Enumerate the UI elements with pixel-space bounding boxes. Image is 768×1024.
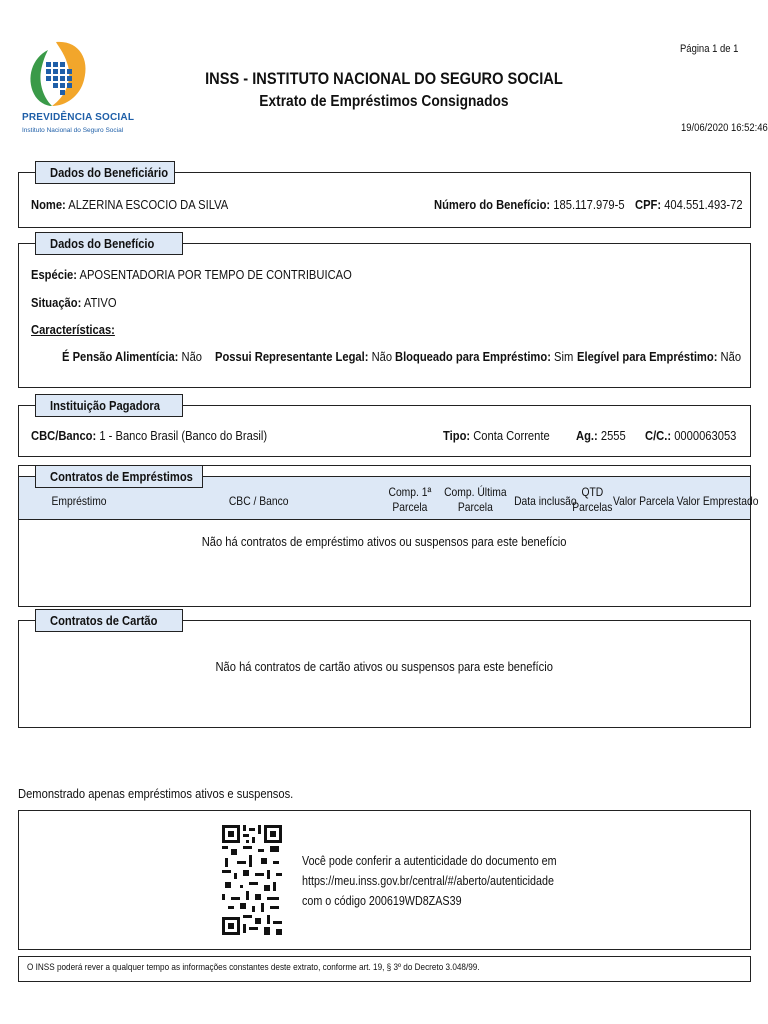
authenticity-text: Você pode conferir a autenticidade do documento em https://meu.inss.gov.br/central/#/aberto/autenticidade com o código 200619WD8ZAS39: [302, 851, 598, 911]
authenticity-code: com o código 200619WD8ZAS39: [302, 894, 462, 908]
cbc-banco: CBC/Banco: 1 - Banco Brasil (Banco do Brasil): [31, 428, 268, 443]
section-title: Dados do Beneficiário: [35, 161, 175, 184]
legal-notice-box: [18, 956, 751, 982]
page-number: Página 1 de 1: [680, 43, 739, 55]
agencia: Ag.: 2555: [576, 428, 626, 443]
representante-legal: Possui Representante Legal: Não: [215, 349, 393, 364]
authenticity-url: https://meu.inss.gov.br/central/#/aberto/autenticidade: [302, 874, 554, 888]
footnote: Demonstrado apenas empréstimos ativos e suspensos.: [18, 786, 294, 801]
timestamp: 19/06/2020 16:52:46: [681, 122, 768, 134]
bloqueado-emprestimo: Bloqueado para Empréstimo: Sim: [395, 349, 574, 364]
document-title: INSS - INSTITUTO NACIONAL DO SEGURO SOCIAL: [205, 69, 563, 88]
empty-loans-message: Não há contratos de empréstimo ativos ou suspensos para este benefício: [202, 534, 567, 549]
benefit-number: Número do Benefício: 185.117.979-5: [434, 197, 625, 212]
section-instituicao: [18, 398, 751, 457]
especie: Espécie: APOSENTADORIA POR TEMPO DE CONTRIBUICAO: [31, 267, 352, 282]
tipo-conta: Tipo: Conta Corrente: [443, 428, 550, 443]
beneficiary-name: Nome: ALZERINA ESCOCIO DA SILVA: [31, 197, 229, 212]
legal-notice: O INSS poderá rever a qualquer tempo as informações constantes deste extrato, conforme art. 19, § 3º do Decreto 3.048/99.: [27, 962, 480, 973]
section-title: Instituição Pagadora: [35, 394, 183, 417]
conta-corrente: C/C.: 0000063053: [645, 428, 737, 443]
qr-code-icon: [222, 825, 282, 935]
elegivel-emprestimo: Elegível para Empréstimo: Não: [577, 349, 742, 364]
logo-subtitle: Instituto Nacional do Seguro Social: [22, 127, 124, 134]
col-emprestimo: Empréstimo: [51, 494, 107, 508]
section-title: Dados do Benefício: [35, 232, 183, 255]
situacao: Situação: ATIVO: [31, 295, 117, 310]
authenticity-box: [18, 810, 751, 950]
previdencia-logo: [18, 40, 108, 140]
caracteristicas-label: Características:: [31, 322, 115, 337]
section-beneficio: [18, 236, 751, 388]
cpf: CPF: 404.551.493-72: [635, 197, 743, 212]
section-emprestimos: [18, 465, 759, 607]
col-cbc-banco: CBC / Banco: [229, 494, 289, 508]
logo-name: PREVIDÊNCIA SOCIAL: [22, 112, 135, 123]
col-valor-emprestado: Valor Emprestado: [676, 494, 759, 508]
section-title: Contratos de Cartão: [35, 609, 183, 632]
col-comp-primeira: Comp. 1ª Parcela: [388, 485, 432, 514]
document-subtitle: Extrato de Empréstimos Consignados: [259, 93, 509, 110]
empty-card-message: Não há contratos de cartão ativos ou suspensos para este benefício: [215, 659, 554, 674]
col-comp-ultima: Comp. Última Parcela: [444, 485, 507, 514]
col-qtd-parcelas: QTD Parcelas: [572, 485, 613, 514]
pensao-alimenticia: É Pensão Alimentícia: Não: [62, 349, 203, 364]
section-beneficiario: [18, 165, 751, 228]
col-valor-parcela: Valor Parcela: [612, 494, 675, 508]
section-cartao: [18, 613, 751, 728]
section-title: Contratos de Empréstimos: [35, 465, 203, 488]
col-data-inclusao: Data inclusão: [514, 494, 577, 508]
